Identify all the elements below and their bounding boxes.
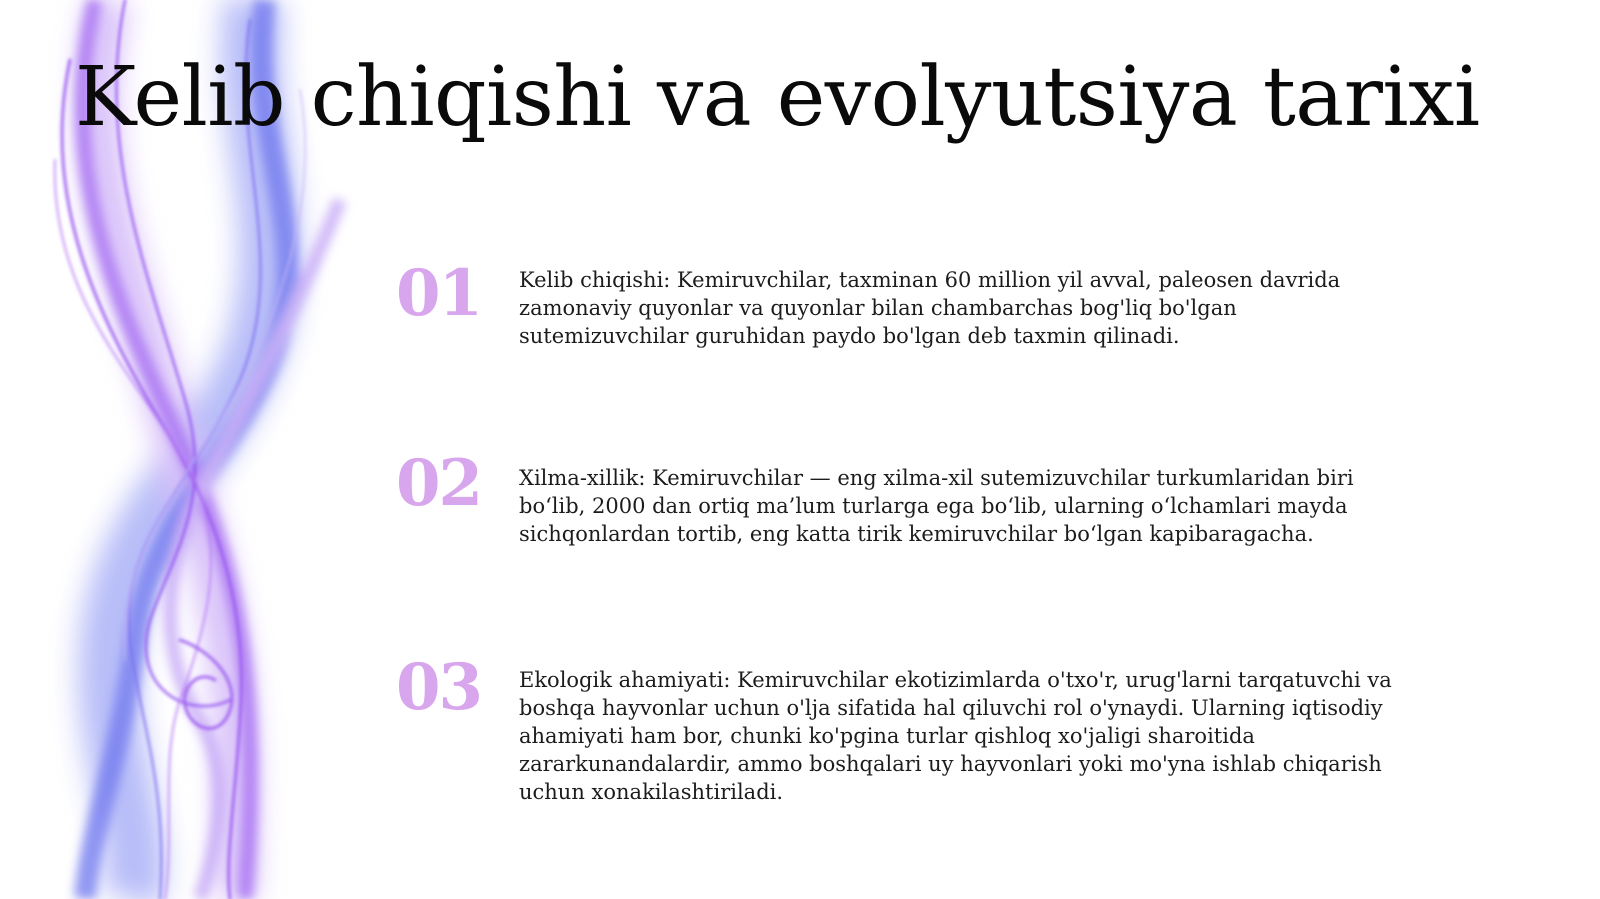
slide-title: Kelib chiqishi va evolyutsiya tarixi (75, 50, 1480, 145)
item-text: Ekologik ahamiyati: Kemiruvchilar ekotizimlarda o'txo'r, urug'larni tarqatuvchi va boshqa hayvonlar uchun o'lja sifatida hal qiluvchi rol o'ynaydi. Ularning iqtisodiy ahamiyati ham bor, chunki ko'pgina turlar qishloq xo'jaligi sharoitida zararkunandalardir, ammo boshqalari uy hayvonlari yoki mo'yna ishlab chiqarish uchun xonakilashtiriladi. (519, 668, 1392, 804)
item-number: 02 (396, 446, 482, 521)
item-number: 03 (396, 650, 482, 725)
item-text: Xilma-xillik: Kemiruvchilar — eng xilma-xil sutemizuvchilar turkumlaridan biri bo‘lib, 2000 dan ortiq ma’lum turlarga ega bo‘lib, ularning o‘lchamlari mayda sichqonlardan tortib, eng katta tirik kemiruvchilar bo‘lgan kapibaragacha. (519, 466, 1354, 546)
item-number: 01 (396, 256, 482, 331)
item-text: Kelib chiqishi: Kemiruvchilar, taxminan 60 million yil avval, paleosen davrida zamonaviy quyonlar va quyonlar bilan chambarchas bog'liq bo'lgan sutemizuvchilar guruhidan paydo bo'lgan deb taxmin qilinadi. (519, 268, 1341, 348)
